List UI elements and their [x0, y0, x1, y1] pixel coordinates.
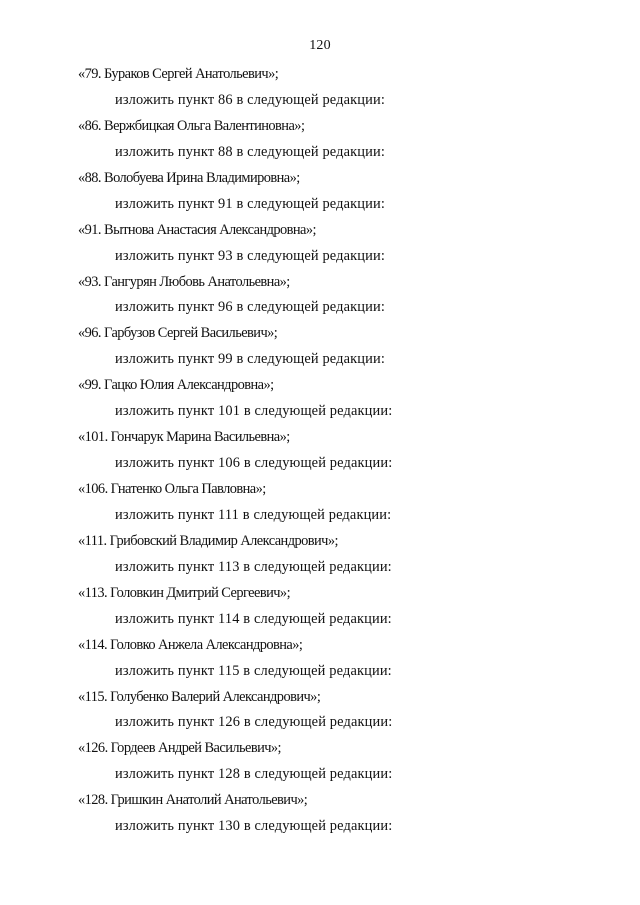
amendment-instruction-line: изложить пункт 113 в следующей редакции:	[115, 558, 392, 575]
entry-name-line: «126. Гордеев Андрей Васильевич»;	[78, 740, 281, 757]
entry-name-line: «113. Головкин Дмитрий Сергеевич»;	[78, 584, 291, 601]
entry-name-line: «101. Гончарук Марина Васильевна»;	[78, 429, 290, 446]
amendment-instruction-line: изложить пункт 115 в следующей редакции:	[115, 662, 392, 679]
amendment-instruction-line: изложить пункт 88 в следующей редакции:	[115, 143, 386, 160]
entry-name-line: «93. Гангурян Любовь Анатольевна»;	[78, 273, 290, 290]
entry-name-line: «86. Вержбицкая Ольга Валентиновна»;	[78, 117, 305, 134]
amendment-instruction-line: изложить пункт 128 в следующей редакции:	[115, 766, 393, 783]
amendment-instruction-line: изложить пункт 106 в следующей редакции:	[115, 455, 393, 472]
entry-name-line: «128. Гришкин Анатолий Анатольевич»;	[78, 792, 308, 809]
amendment-instruction-line: изложить пункт 96 в следующей редакции:	[115, 299, 386, 316]
entry-name-line: «111. Грибовский Владимир Александрович»;	[78, 532, 338, 549]
amendment-instruction-line: изложить пункт 86 в следующей редакции:	[115, 91, 386, 108]
document-body	[0, 62, 640, 840]
amendment-instruction-line: изложить пункт 111 в следующей редакции:	[115, 506, 392, 523]
entry-name-line: «99. Гацко Юлия Александровна»;	[78, 377, 274, 394]
amendment-instruction-line: изложить пункт 130 в следующей редакции:	[115, 818, 393, 835]
entry-name-line: «115. Голубенко Валерий Александрович»;	[78, 688, 321, 705]
entry-name-line: «91. Вытнова Анастасия Александровна»;	[78, 221, 316, 238]
amendment-instruction-line: изложить пункт 101 в следующей редакции:	[115, 403, 393, 420]
amendment-instruction-line: изложить пункт 114 в следующей редакции:	[115, 610, 392, 627]
amendment-instruction-line: изложить пункт 93 в следующей редакции:	[115, 247, 386, 264]
entry-name-line: «106. Гнатенко Ольга Павловна»;	[78, 481, 266, 497]
amendment-instruction-line: изложить пункт 91 в следующей редакции:	[115, 195, 386, 212]
amendment-instruction-line: изложить пункт 99 в следующей редакции:	[115, 351, 386, 368]
amendment-instruction-line: изложить пункт 126 в следующей редакции:	[115, 714, 393, 731]
entry-name-line: «96. Гарбузов Сергей Васильевич»;	[78, 325, 278, 342]
entry-name-line: «88. Волобуева Ирина Владимировна»;	[78, 169, 300, 186]
entry-name-line: «79. Бураков Сергей Анатольевич»;	[78, 66, 279, 82]
page-number: 120	[309, 38, 331, 53]
entry-name-line: «114. Головко Анжела Александровна»;	[78, 636, 303, 653]
